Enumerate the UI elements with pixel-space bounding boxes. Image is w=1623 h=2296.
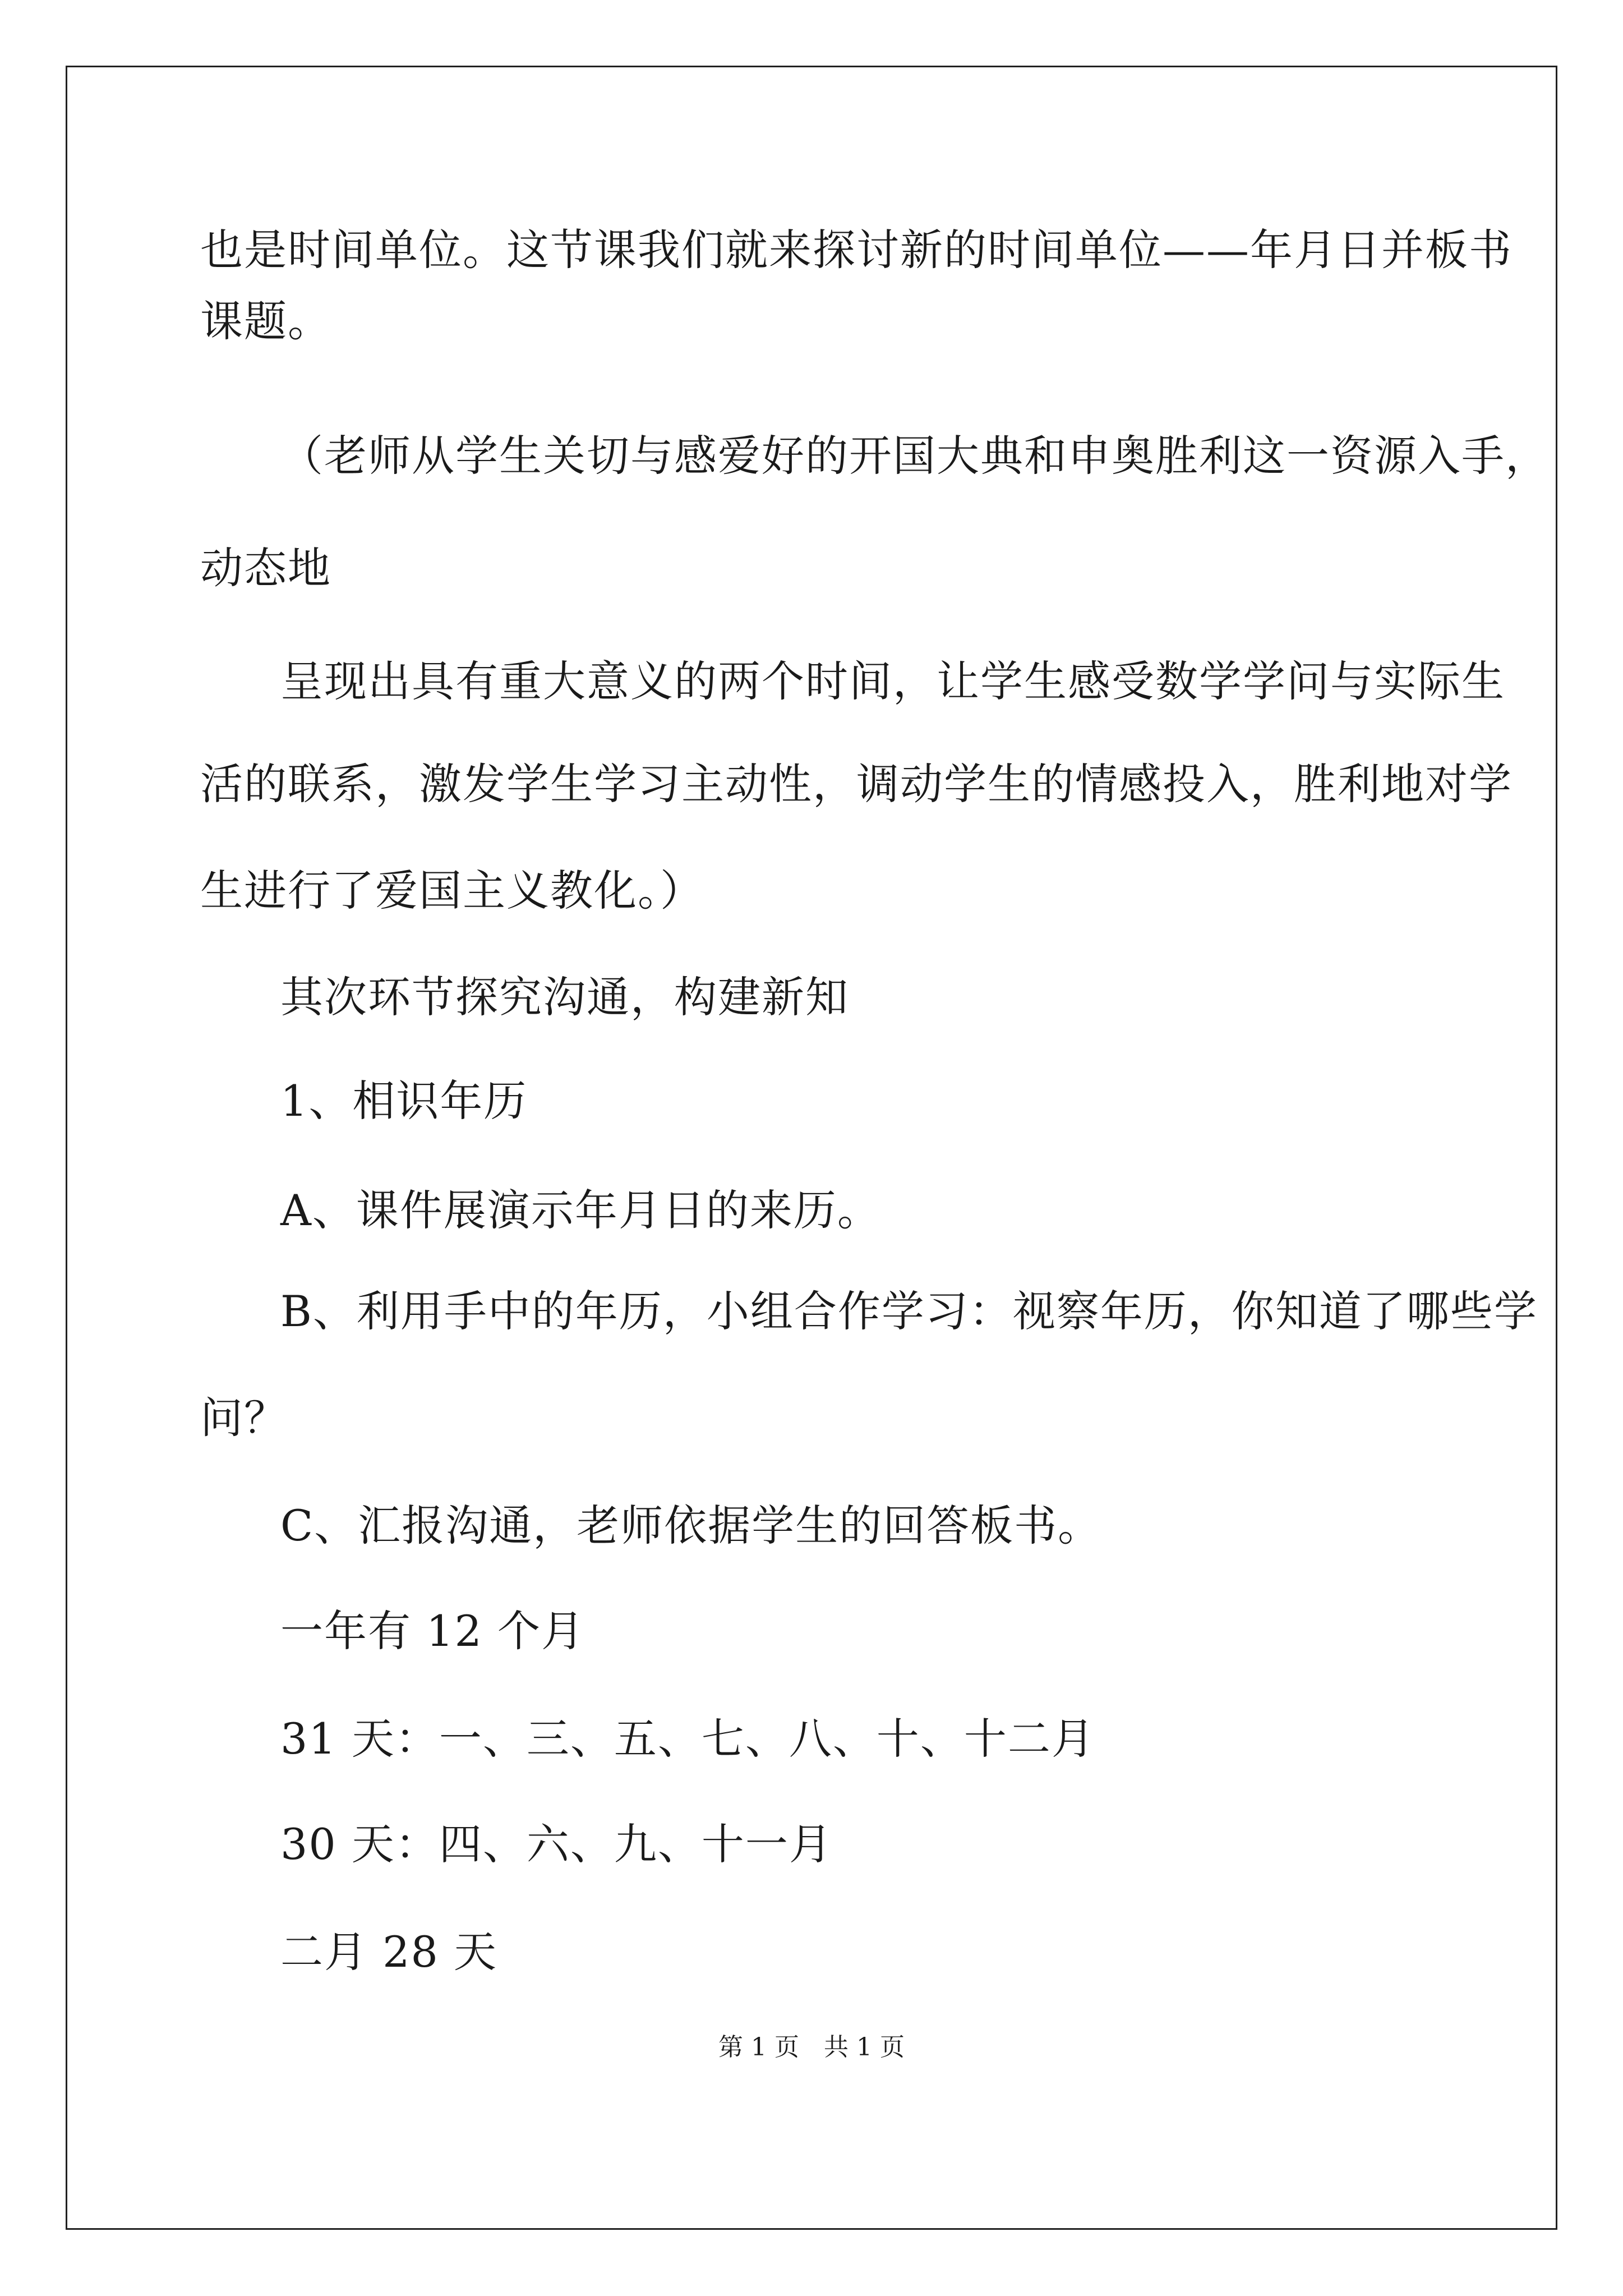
page-border <box>66 66 1557 2230</box>
paragraph-line: 呈现出具有重大意义的两个时间，让学生感受数学学问与实际生 <box>280 656 1505 706</box>
paragraph-line: 活的联系，激发学生学习主动性，调动学生的情感投入，胜利地对学 <box>200 759 1513 809</box>
paragraph-line: 1、相识年历 <box>280 1076 528 1126</box>
paragraph-line: （老师从学生关切与感爱好的开国大典和申奥胜利这一资源入手， <box>280 431 1549 481</box>
paragraph-line: B、利用手中的年历，小组合作学习：视察年历，你知道了哪些学 <box>280 1286 1538 1336</box>
paragraph-line: 二月 28 天 <box>280 1927 498 1977</box>
section-heading: 其次环节探究沟通，构建新知 <box>280 972 849 1022</box>
paragraph-line: 问？ <box>200 1393 288 1443</box>
page-number-total: 共 1 页 <box>824 2033 905 2062</box>
paragraph-line: 30 天：四、六、九、十一月 <box>280 1819 833 1869</box>
paragraph-line: 课题。 <box>200 296 331 346</box>
paragraph-line: 生进行了爱国主义教化。） <box>200 866 704 915</box>
paragraph-line: C、汇报沟通，老师依据学生的回答板书。 <box>280 1501 1102 1550</box>
paragraph-line: A、课件展演示年月日的来历。 <box>280 1185 881 1235</box>
page-number-current: 第 1 页 <box>718 2033 799 2062</box>
page-footer <box>0 2032 1623 2063</box>
paragraph-line: 一年有 12 个月 <box>280 1606 585 1656</box>
paragraph-line: 动态地 <box>200 543 331 593</box>
paragraph-line: 也是时间单位。这节课我们就来探讨新的时间单位——年月日并板书 <box>200 225 1513 275</box>
paragraph-line: 31 天：一、三、五、七、八、十、十二月 <box>280 1714 1095 1764</box>
